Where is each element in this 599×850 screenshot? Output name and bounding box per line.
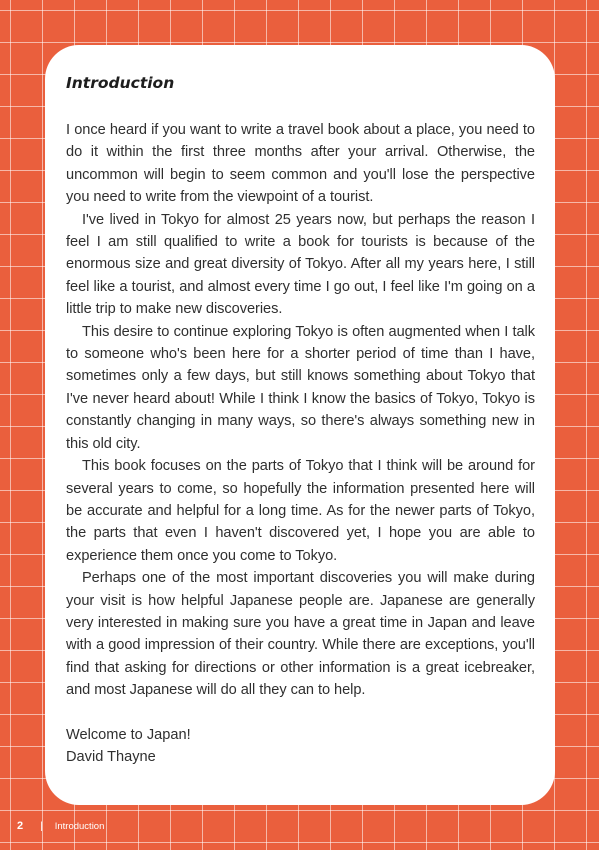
paragraph: This desire to continue exploring Tokyo is often augmented when I talk to someone who's been here for a shorter period of time than I have, sometimes only a few days, but still knows something about Tokyo that I've never heard about! While I think I know the basics of Tokyo, Tokyo is constantly changing in many ways, so there's always something new in this old city. xyxy=(66,323,535,452)
section-name: Introduction xyxy=(54,820,105,832)
paragraph: This book focuses on the parts of Tokyo that I think will be around for several years to come, so hopefully the information presented here will be accurate and helpful for a long time. As for the newer parts of Tokyo, the parts that even I haven't discovered yet, I hope you are able to experience them once you come to Tokyo. xyxy=(66,458,535,564)
page-number: 2 xyxy=(17,820,24,832)
page-footer xyxy=(17,817,104,835)
paragraph: I've lived in Tokyo for almost 25 years now, but perhaps the reason I feel I am still qualified to write a book for tourists is because of the enormous size and great diversity of Tokyo. After all my years here, I still feel like a tourist, and almost every time I go out, I feel like I'm going on a little trip to make new discoveries. xyxy=(66,211,535,318)
page-title: Introduction xyxy=(66,74,175,92)
page-card xyxy=(45,45,555,805)
signature: David Thayne xyxy=(66,748,156,765)
body-text xyxy=(66,119,535,702)
paragraph: Perhaps one of the most important discoveries you will make during your visit is how helpful Japanese people are. Japanese are generally very interested in making sure you have a great time in Japan and leave with a good impression of their country. While there are exceptions, you'll find that asking for directions or other information is a great icebreaker, and most Japanese will do all they can to help. xyxy=(66,570,535,699)
closing-line: Welcome to Japan! xyxy=(66,726,191,743)
closing-block xyxy=(66,724,535,769)
paragraph: I once heard if you want to write a travel book about a place, you need to do it within the first three months after your arrival. Otherwise, the uncommon will begin to seem common and you'll lose the perspective you need to write from the viewpoint of a tourist. xyxy=(66,122,535,206)
footer-separator: | xyxy=(40,820,43,832)
